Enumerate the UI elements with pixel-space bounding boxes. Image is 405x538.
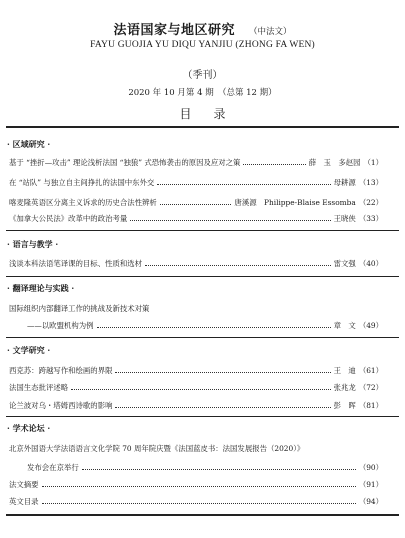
entry-author: 张兆龙 bbox=[333, 383, 356, 392]
entry-author: 王晓侠 bbox=[333, 214, 356, 223]
journal-title-line bbox=[0, 19, 405, 38]
dot-leader bbox=[82, 462, 356, 470]
toc-entry[interactable] bbox=[9, 177, 383, 188]
journal-title-pinyin: FAYU GUOJIA YU DIQU YANJIU (ZHONG FA WEN) bbox=[90, 40, 315, 50]
section-heading-academic-forum: · 学术论坛 · bbox=[7, 423, 51, 433]
section-heading-language-teaching: · 语言与教学 · bbox=[7, 239, 59, 249]
entry-title: 浅谈本科法语笔译课的目标、性质和选材 bbox=[9, 259, 143, 268]
toc-entry[interactable] bbox=[9, 213, 383, 224]
toc-entry[interactable] bbox=[9, 365, 383, 376]
entry-title: 喀麦隆英语区分离主义诉求的历史合法性辨析 bbox=[9, 198, 157, 207]
entry-page: （1） bbox=[363, 158, 383, 167]
toc-entry-continuation[interactable] bbox=[27, 462, 383, 473]
toc-entry[interactable] bbox=[9, 479, 383, 490]
entry-title: 《加拿大公民法》改革中的政治考量 bbox=[9, 214, 128, 223]
entry-author: 雷文强 bbox=[333, 259, 356, 268]
section-divider bbox=[6, 337, 399, 338]
entry-title: 法国生态批评述略 bbox=[9, 383, 69, 392]
dot-leader bbox=[71, 382, 330, 390]
toc-entry[interactable] bbox=[9, 258, 383, 269]
entry-title: 论兰波对乌・塔姆西诗歌的影响 bbox=[9, 401, 113, 410]
entry-title: 英文目录 bbox=[9, 497, 39, 506]
entry-page: （81） bbox=[358, 401, 383, 410]
dot-leader bbox=[157, 177, 330, 185]
entry-subtitle: ——以欧盟机构为例 bbox=[27, 321, 94, 330]
top-rule bbox=[6, 126, 399, 128]
bottom-rule bbox=[6, 514, 399, 516]
section-divider bbox=[6, 276, 399, 277]
entry-page: （72） bbox=[358, 383, 383, 392]
entry-title: 西克苏：跨越写作和绘画的界限 bbox=[9, 366, 113, 375]
publication-frequency: （季刊） bbox=[182, 70, 223, 81]
entry-page: （40） bbox=[358, 259, 383, 268]
entry-page: （90） bbox=[358, 463, 383, 472]
entry-title: 法文摘要 bbox=[9, 480, 39, 489]
dot-leader bbox=[130, 213, 330, 221]
section-heading-literature: · 文学研究 · bbox=[7, 345, 51, 355]
entry-author: 唐溪源 Philippe-Blaise Essomba bbox=[234, 198, 356, 207]
dot-leader bbox=[42, 496, 356, 504]
journal-title-language: （中法文） bbox=[249, 27, 292, 37]
dot-leader bbox=[115, 365, 330, 373]
toc-entry[interactable] bbox=[9, 157, 383, 168]
entry-page: （22） bbox=[358, 198, 383, 207]
entry-author: 王 迪 bbox=[333, 366, 356, 375]
dot-leader bbox=[97, 320, 331, 328]
entry-author: 章 文 bbox=[333, 321, 356, 330]
toc-entry[interactable] bbox=[9, 197, 383, 208]
entry-author: 母耕源 bbox=[333, 178, 356, 187]
toc-entry[interactable] bbox=[9, 400, 383, 411]
entry-title: 基于 “挫折—攻击” 理论浅析法国 “独狼” 式恐怖袭击的原因及应对之策 bbox=[9, 158, 241, 167]
entry-subtitle: 发布会在京举行 bbox=[27, 463, 79, 472]
entry-author: 薛 玉 多赵园 bbox=[308, 158, 361, 167]
journal-title: 法语国家与地区研究 bbox=[113, 23, 235, 38]
entry-author: 彭 晖 bbox=[333, 401, 356, 410]
dot-leader bbox=[145, 258, 331, 266]
entry-page: （94） bbox=[358, 497, 383, 506]
section-heading-translation: · 翻译理论与实践 · bbox=[7, 283, 75, 293]
toc-title: 目录 bbox=[179, 107, 248, 121]
dot-leader bbox=[115, 400, 330, 408]
issue-info: 2020 年 10 月第 4 期 （总第 12 期） bbox=[128, 88, 277, 98]
entry-page: （61） bbox=[358, 366, 383, 375]
dot-leader bbox=[160, 197, 232, 205]
entry-title: 在 “站队” 与独立自主间挣扎的法国中东外交 bbox=[9, 178, 155, 187]
toc-entry[interactable] bbox=[9, 382, 383, 393]
dot-leader bbox=[42, 479, 356, 487]
toc-entry-title-line[interactable]: 国际组织内部翻译工作的挑战及新技术对策 bbox=[9, 304, 150, 313]
section-divider bbox=[6, 230, 399, 231]
toc-entry[interactable] bbox=[9, 496, 383, 507]
toc-entry-title-line[interactable]: 北京外国语大学法语语言文化学院 70 周年院庆暨《法国蓝皮书：法国发展报告（2020）》 bbox=[9, 444, 305, 453]
entry-page: （91） bbox=[358, 480, 383, 489]
entry-page: （33） bbox=[358, 214, 383, 223]
dot-leader bbox=[243, 157, 305, 165]
toc-entry-continuation[interactable] bbox=[27, 320, 383, 331]
entry-page: （49） bbox=[358, 321, 383, 330]
section-heading-regional-studies: · 区域研究 · bbox=[7, 139, 51, 149]
section-divider bbox=[6, 416, 399, 417]
entry-page: （13） bbox=[358, 178, 383, 187]
